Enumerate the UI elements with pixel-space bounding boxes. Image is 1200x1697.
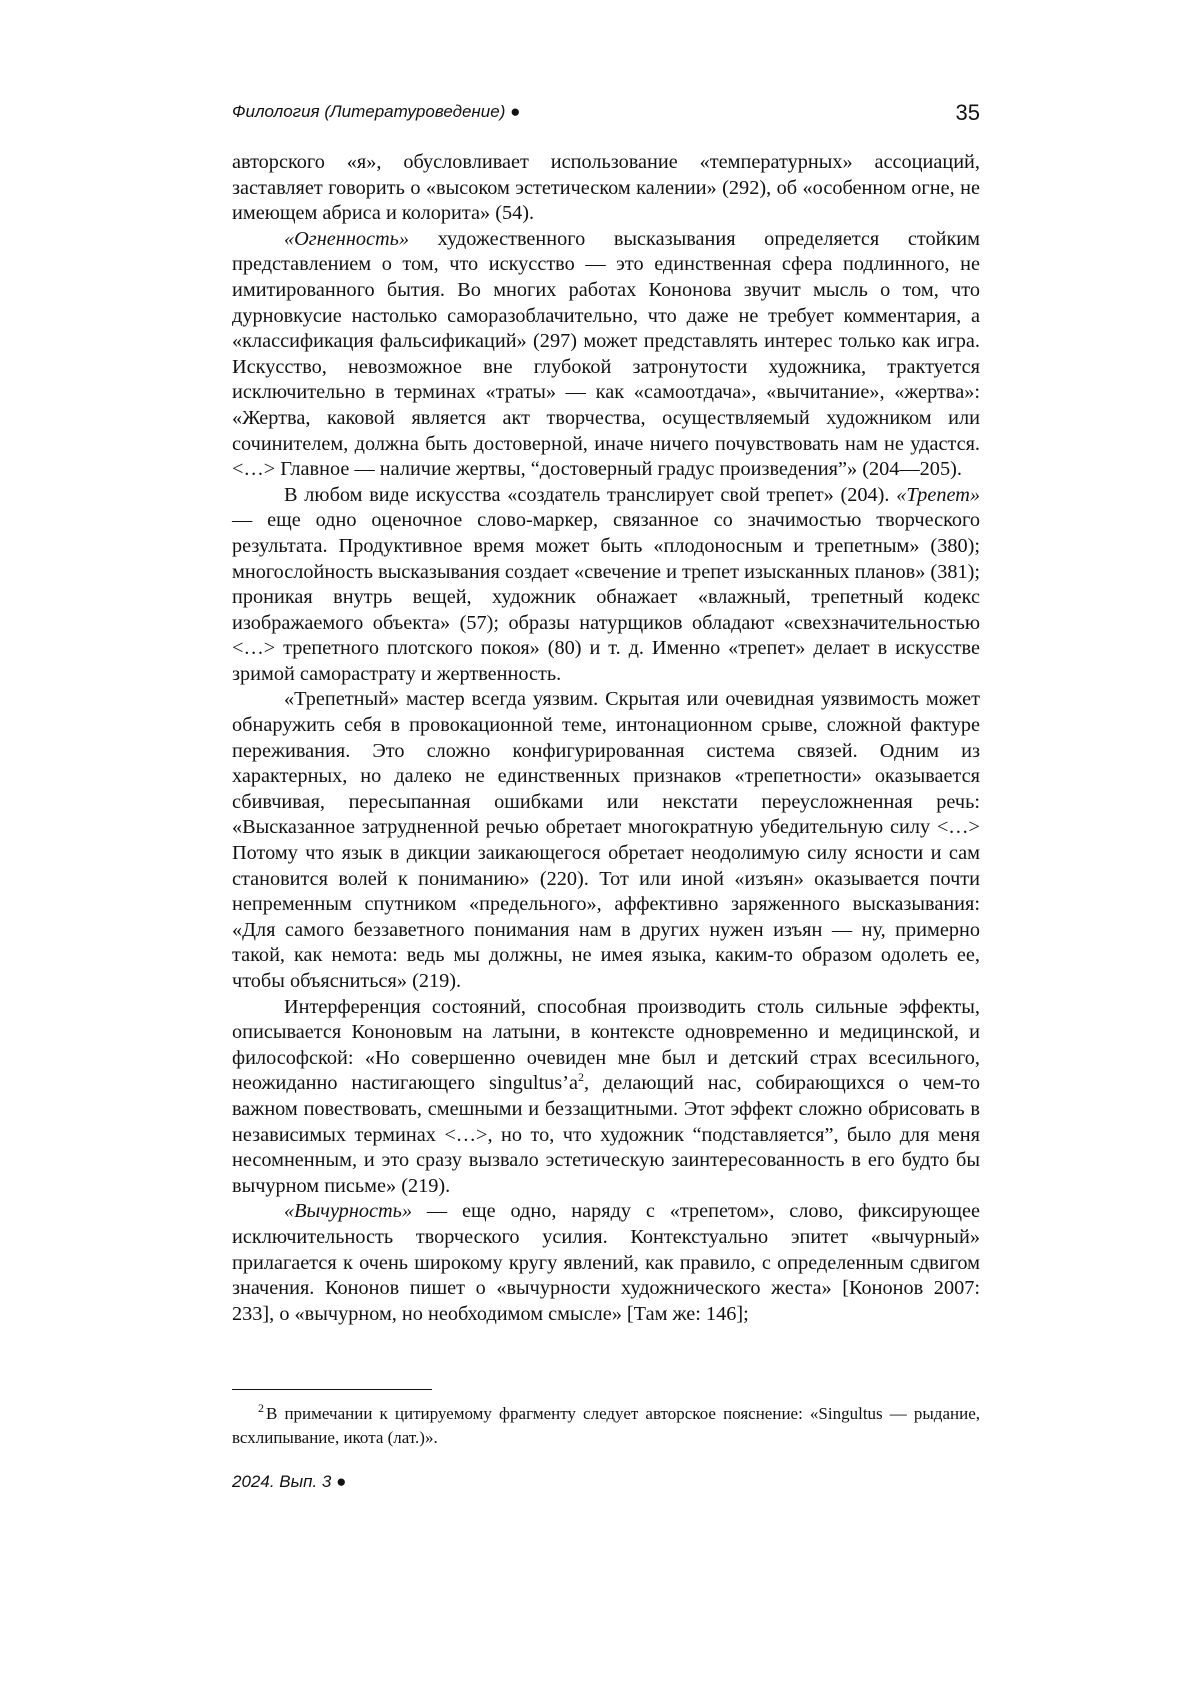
paragraph-5-start: Интерференция состояний, способная производить столь сильные эффекты, описывается Кононовым на латыни, в контексте одновременно и медицинской, и философской: «Но совершенно очевиден мне был и детский страх всесильного, неожиданно настигающего singultus’a — [232, 996, 980, 1095]
footnote-text: В примечании к цитируемому фрагменту следует авторское пояснение: «Singultus — рыдание, всхлипывание, икота (лат.)». — [232, 1404, 980, 1447]
page-number: 35 — [956, 100, 980, 126]
term-ognennost: «Огненность» — [284, 228, 409, 250]
paragraph-3-start: В любом виде искусства «создатель транслирует свой трепет» (204). — [284, 484, 896, 506]
term-vychurnost: «Вычурность» — [284, 1200, 412, 1222]
paragraph-6 — [232, 1199, 980, 1327]
paragraph-6-text: — еще одно, наряду с «трепетом», слово, фиксирующее исключительность творческого усилия. Контекстуально эпитет «вычурный» прилагается к очень широкому кругу явлений, как правило, с определенным сдвигом значения. Кононов пишет о «вычурности художнического жеста» [Кононов 2007: 233], о «вычурном, но необходимом смысле» [Там же: 146]; — [232, 1200, 980, 1324]
paragraph-1: авторского «я», обусловливает использование «температурных» ассоциаций, заставляет говорить о «высоком эстетическом калении» (292), об «особенном огне, не имеющем абриса и колорита» (54). — [232, 150, 980, 227]
paragraph-2-text: художественного высказывания определяется стойким представлением о том, что искусство — это единственная сфера подлинного, не имитированного бытия. Во многих работах Кононова звучит мысль о том, что дурновкусие настолько саморазоблачительно, что даже не требует комментария, а «классификация фальсификаций» (297) может представлять интерес только как игра. Искусство, невозможное вне глубокой затронутости художника, трактуется исключительно в терминах «траты» — как «самоотдача», «вычитание», «жертва»: «Жертва, каковой является акт творчества, осуществляемый художником или сочинителем, должна быть достоверной, иначе ничего почувствовать нам не удастся. <…> Главное — наличие жертвы, “достоверный градус произведения”» (204—205). — [232, 228, 980, 480]
journal-page — [0, 0, 1200, 1697]
paragraph-3 — [232, 483, 980, 688]
footnote-marker: 2 — [258, 1401, 264, 1415]
issue-footer: 2024. Вып. 3 ● — [232, 1472, 346, 1492]
running-head: Филология (Литературоведение) ● — [232, 102, 980, 122]
footnote-divider — [232, 1389, 432, 1390]
footnote — [232, 1402, 980, 1450]
paragraph-5 — [232, 995, 980, 1200]
paragraph-3-text: — еще одно оценочное слово-маркер, связанное со значимостью творческого результата. Продуктивное время может быть «плодоносным и трепетным» (380); многослойность высказывания создает «свечение и трепет изысканных планов» (381); проникая внутрь вещей, художник обнажает «влажный, трепетный кодекс изображаемого объекта» (57); образы натурщиков обладают «свехзначительностью <…> трепетного плотского покоя» (80) и т. д. Именно «трепет» делает в искусстве зримой саморастрату и жертвенность. — [232, 509, 980, 685]
term-trepet: «Трепет» — [896, 484, 980, 506]
paragraph-2 — [232, 227, 980, 483]
footnote-reference: 2 — [578, 1071, 584, 1085]
paragraph-5-text: , делающий нас, собирающихся о чем-то важном повествовать, смешными и беззащитными. Этот эффект сложно обрисовать в независимых терминах <…>, но то, что художник “подставляется”, было для меня несомненным, и это сразу вызвало эстетическую заинтересованность в его будто бы вычурном письме» (219). — [232, 1072, 980, 1196]
paragraph-4: «Трепетный» мастер всегда уязвим. Скрытая или очевидная уязвимость может обнаружить себя в провокационной теме, интонационном срыве, сложной фактуре переживания. Это сложно конфигурированная система связей. Одним из характерных, но далеко не единственных признаков «трепетности» оказывается сбивчивая, пересыпанная ошибками или некстати переусложненная речь: «Высказанное затрудненной речью обретает многократную убедительную силу <…> Потому что язык в дикции заикающегося обретает неодолимую силу ясности и сам становится волей к пониманию» (220). Тот или иной «изъян» оказывается почти непременным спутником «предельного», аффективно заряженного высказывания: «Для самого беззаветного понимания нам в других нужен изъян — ну, примерно такой, как немота: ведь мы должны, не имея языка, каким-то образом одолеть ее, чтобы объясниться» (219). — [232, 687, 980, 994]
article-body — [232, 150, 980, 1327]
